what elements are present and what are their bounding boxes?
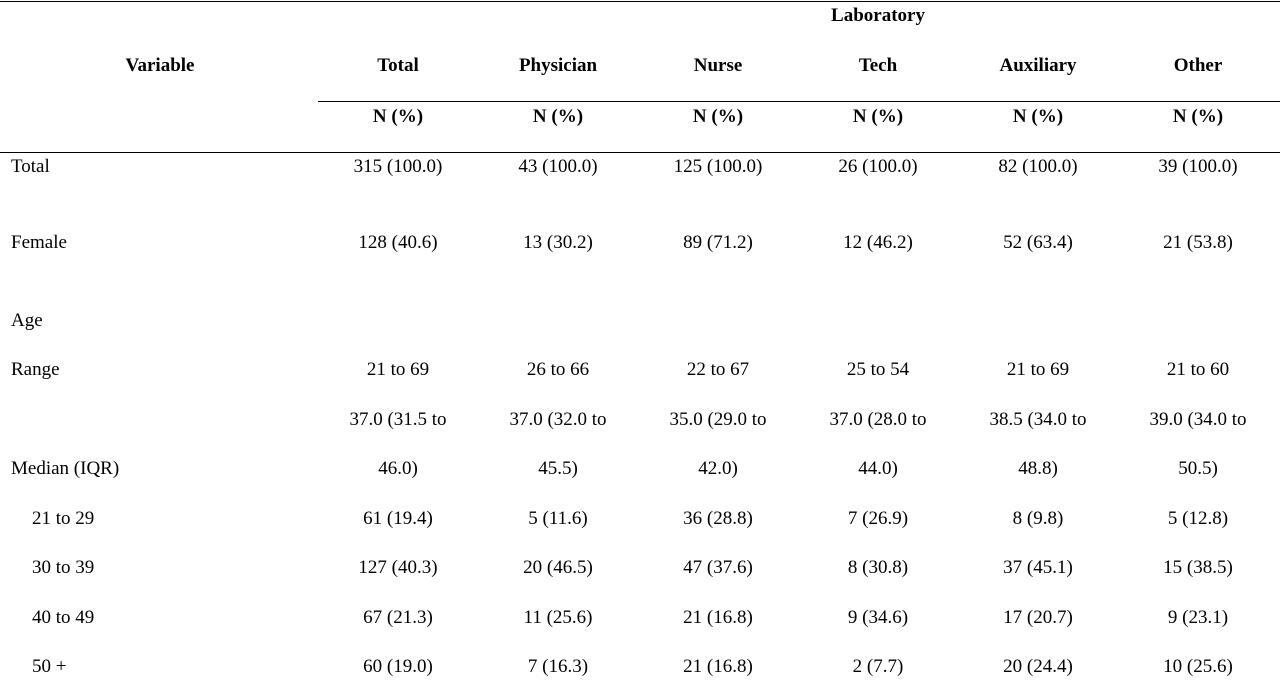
table-cell-nurse: 35.0 (29.0 to (669, 409, 767, 430)
row-label: 40 to 49 (32, 607, 95, 628)
table-cell-lab-tech: 2 (7.7) (852, 656, 904, 677)
column-stat-other: N (%) (1172, 106, 1224, 127)
column-stat-nurse: N (%) (692, 106, 744, 127)
table-cell-auxiliary: 52 (63.4) (1003, 232, 1073, 253)
header-bottom-rule (0, 152, 1280, 153)
table-cell-auxiliary: 82 (100.0) (998, 156, 1078, 177)
table-cell-total: 67 (21.3) (363, 607, 433, 628)
table-cell-auxiliary: 38.5 (34.0 to (989, 409, 1087, 430)
row-label: 50 + (32, 656, 67, 677)
row-label: Age (11, 310, 43, 331)
table-cell-other: 10 (25.6) (1163, 656, 1233, 677)
table-cell-physician: 26 to 66 (526, 359, 590, 380)
column-stat-total: N (%) (372, 106, 424, 127)
variable-header: Variable (125, 55, 195, 76)
table-cell-auxiliary: 17 (20.7) (1003, 607, 1073, 628)
column-header-total: Total (377, 55, 419, 76)
column-header-physician: Physician (518, 55, 598, 76)
table-cell-nurse: 125 (100.0) (673, 156, 763, 177)
row-label: 21 to 29 (32, 508, 95, 529)
table-cell-nurse: 22 to 67 (686, 359, 750, 380)
top-rule (0, 1, 1280, 2)
table-cell-auxiliary: 48.8) (1018, 458, 1058, 479)
table-cell-total: 21 to 69 (366, 359, 430, 380)
column-header-auxiliary: Auxiliary (999, 55, 1077, 76)
table-cell-physician: 11 (25.6) (523, 607, 593, 628)
column-stat-physician: N (%) (532, 106, 584, 127)
table-cell-other: 21 (53.8) (1163, 232, 1233, 253)
table-cell-auxiliary: 8 (9.8) (1012, 508, 1064, 529)
row-label: Total (11, 156, 50, 177)
table-cell-nurse: 42.0) (698, 458, 738, 479)
table-cell-total: 61 (19.4) (363, 508, 433, 529)
table-cell-total: 60 (19.0) (363, 656, 433, 677)
table-cell-other: 39.0 (34.0 to (1149, 409, 1247, 430)
table-cell-physician: 20 (46.5) (523, 557, 593, 578)
column-header-other: Other (1173, 55, 1223, 76)
table-cell-lab-tech: 8 (30.8) (847, 557, 909, 578)
table-cell-total: 315 (100.0) (353, 156, 443, 177)
table-cell-physician: 37.0 (32.0 to (509, 409, 607, 430)
table-cell-other: 39 (100.0) (1158, 156, 1238, 177)
row-label: Range (11, 359, 60, 380)
table-cell-lab-tech: 7 (26.9) (847, 508, 909, 529)
table-cell-physician: 13 (30.2) (523, 232, 593, 253)
table-cell-total: 46.0) (378, 458, 418, 479)
table-cell-nurse: 21 (16.8) (683, 607, 753, 628)
table-cell-auxiliary: 21 to 69 (1006, 359, 1070, 380)
table-cell-nurse: 36 (28.8) (683, 508, 753, 529)
table-cell-auxiliary: 20 (24.4) (1003, 656, 1073, 677)
table-cell-lab-tech: 44.0) (858, 458, 898, 479)
table-cell-other: 15 (38.5) (1163, 557, 1233, 578)
row-label: Female (11, 232, 67, 253)
table-cell-lab-tech: 25 to 54 (846, 359, 910, 380)
table-cell-other: 21 to 60 (1166, 359, 1230, 380)
table-cell-physician: 45.5) (538, 458, 578, 479)
table-cell-total: 127 (40.3) (358, 557, 438, 578)
table-cell-physician: 5 (11.6) (528, 508, 588, 529)
row-label: Median (IQR) (11, 458, 120, 479)
table-cell-lab-tech: 26 (100.0) (838, 156, 918, 177)
table-cell-nurse: 89 (71.2) (683, 232, 753, 253)
table-cell-total: 128 (40.6) (358, 232, 438, 253)
table-cell-total: 37.0 (31.5 to (349, 409, 447, 430)
table-cell-lab-tech: 37.0 (28.0 to (829, 409, 927, 430)
header-column-rule (318, 101, 1280, 102)
row-label: 30 to 39 (32, 557, 95, 578)
table-cell-lab-tech: 9 (34.6) (847, 607, 909, 628)
table-cell-nurse: 47 (37.6) (683, 557, 753, 578)
column-header-lab-tech: Tech (858, 55, 898, 76)
table-cell-nurse: 21 (16.8) (683, 656, 753, 677)
table-cell-lab-tech: 12 (46.2) (843, 232, 913, 253)
table-cell-physician: 7 (16.3) (527, 656, 589, 677)
table-cell-auxiliary: 37 (45.1) (1003, 557, 1073, 578)
column-stat-lab-tech: N (%) (852, 106, 904, 127)
column-group-label-lab: Laboratory (831, 5, 925, 26)
table-cell-physician: 43 (100.0) (518, 156, 598, 177)
column-header-nurse: Nurse (693, 55, 743, 76)
table-cell-other: 9 (23.1) (1167, 607, 1229, 628)
table-cell-other: 50.5) (1178, 458, 1218, 479)
table-cell-other: 5 (12.8) (1167, 508, 1229, 529)
column-stat-auxiliary: N (%) (1012, 106, 1064, 127)
